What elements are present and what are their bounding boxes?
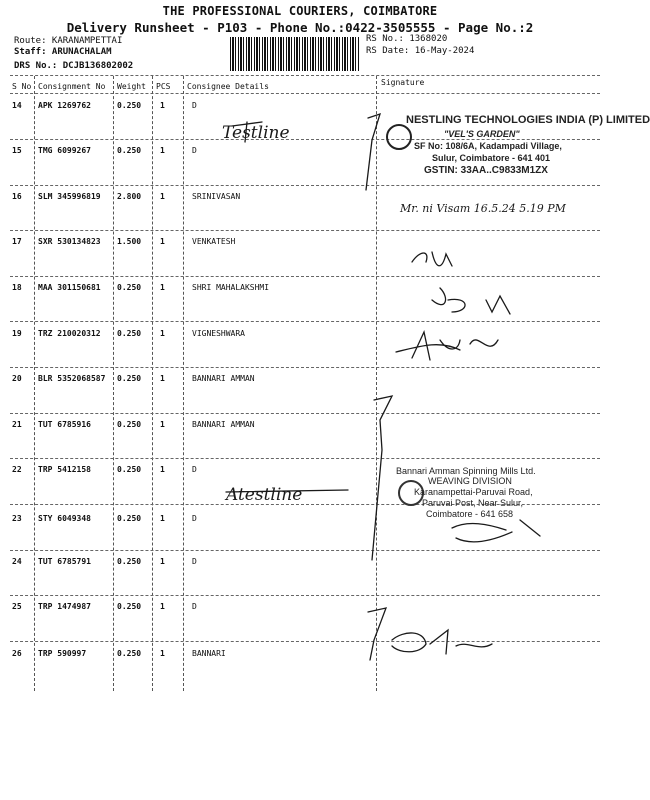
row-consignment-no: TUT 6785916 [38, 420, 91, 429]
company-stamp-bannari [396, 466, 596, 530]
row-consignment-no: TRP 5412158 [38, 465, 91, 474]
row-weight: 0.250 [117, 557, 142, 566]
row-pcs: 1 [160, 602, 165, 611]
row-weight: 2.800 [117, 192, 142, 201]
row-sno: 18 [12, 283, 22, 292]
stamp-line: Paruvai Post, Near Sulur, [422, 498, 524, 508]
row-rule [10, 458, 600, 459]
row-consignment-no: TUT 6785791 [38, 557, 91, 566]
row-rule [10, 321, 600, 322]
row-pcs: 1 [160, 374, 165, 383]
row-weight: 0.250 [117, 514, 142, 523]
row-pcs: 1 [160, 146, 165, 155]
row-consignee: VENKATESH [192, 237, 236, 246]
row-rule [10, 185, 600, 186]
table-row [0, 279, 600, 325]
company-title: THE PROFESSIONAL COURIERS, COIMBATORE [162, 4, 438, 18]
row-consignment-no: SXR 530134823 [38, 237, 101, 246]
table-row [0, 598, 600, 644]
row-weight: 0.250 [117, 101, 142, 110]
row-weight: 0.250 [117, 374, 142, 383]
row-pcs: 1 [160, 514, 165, 523]
row-sno: 19 [12, 329, 22, 338]
row-rule [10, 595, 600, 596]
row-consignee: VIGNESHWARA [192, 329, 245, 338]
row-consignee: D [192, 557, 197, 566]
row-consignment-no: SLM 345996819 [38, 192, 101, 201]
col-header-signature: Signature [381, 78, 425, 87]
stamp-line: SF No: 108/6A, Kadampadi Village, [414, 141, 562, 151]
row-sno: 23 [12, 514, 22, 523]
row-sno: 15 [12, 146, 22, 155]
handwritten-name: Testline [222, 123, 290, 143]
row-sno: 16 [12, 192, 22, 201]
row-sno: 22 [12, 465, 22, 474]
row-consignment-no: BLR 5352068587 [38, 374, 106, 383]
table-row [0, 325, 600, 371]
table-row [0, 233, 600, 279]
row-consignee: SHRI MAHALAKSHMI [192, 283, 270, 292]
company-stamp-nestling [384, 114, 650, 184]
row-pcs: 1 [160, 329, 165, 338]
row-weight: 0.250 [117, 465, 142, 474]
col-header-sno: S No [12, 82, 32, 91]
drs-number: DRS No.: DCJB136802002 [14, 61, 134, 71]
rs-number: RS No.: 1368020 [366, 34, 448, 44]
row-consignment-no: MAA 301150681 [38, 283, 101, 292]
stamp-line: Sulur, Coimbatore - 641 401 [432, 153, 551, 163]
row-consignment-no: APK 1269762 [38, 101, 91, 110]
row-sno: 20 [12, 374, 22, 383]
route-label: Route: KARANAMPETTAI [14, 36, 123, 46]
col-header-pcs: PCS [156, 82, 171, 91]
stamp-logo-icon [386, 124, 412, 150]
row-pcs: 1 [160, 465, 165, 474]
col-header-consignment: Consignment No [38, 82, 106, 91]
rs-date: RS Date: 16-May-2024 [366, 46, 475, 56]
row-weight: 0.250 [117, 649, 142, 658]
table-row [0, 645, 600, 691]
row-consignee: BANNARI AMMAN [192, 420, 255, 429]
row-weight: 0.250 [117, 420, 142, 429]
row-consignee: D [192, 602, 197, 611]
row-consignee: D [192, 101, 197, 110]
row-sno: 21 [12, 420, 22, 429]
handwritten-receipt: Mr. ni Visam 16.5.24 5.19 PM [400, 202, 566, 215]
row-consignment-no: TMG 6099267 [38, 146, 91, 155]
row-sno: 17 [12, 237, 22, 246]
row-pcs: 1 [160, 649, 165, 658]
row-consignee: D [192, 514, 197, 523]
row-rule [10, 550, 600, 551]
table-row [0, 188, 600, 234]
row-consignment-no: TRP 1474987 [38, 602, 91, 611]
table-row [0, 416, 600, 462]
stamp-line: "VEL'S GARDEN" [444, 129, 520, 139]
row-consignee: SRINIVASAN [192, 192, 241, 201]
row-consignment-no: TRP 590997 [38, 649, 87, 658]
row-pcs: 1 [160, 192, 165, 201]
row-sno: 24 [12, 557, 22, 566]
table-top-rule [10, 75, 600, 76]
table-row [0, 553, 600, 599]
header-rule [10, 93, 600, 94]
stamp-line: Karanampettai-Paruvai Road, [414, 487, 533, 497]
col-header-weight: Weight [117, 82, 146, 91]
row-rule [10, 641, 600, 642]
row-consignment-no: STY 6049348 [38, 514, 91, 523]
row-pcs: 1 [160, 557, 165, 566]
table-row [0, 370, 600, 416]
row-pcs: 1 [160, 237, 165, 246]
row-pcs: 1 [160, 101, 165, 110]
row-rule [10, 367, 600, 368]
row-rule [10, 276, 600, 277]
row-consignee: D [192, 465, 197, 474]
row-weight: 0.250 [117, 602, 142, 611]
row-consignee: BANNARI AMMAN [192, 374, 255, 383]
stamp-line: GSTIN: 33AA..C9833M1ZX [424, 165, 548, 176]
stamp-line: Coimbatore - 641 658 [426, 509, 514, 519]
row-consignment-no: TRZ 210020312 [38, 329, 101, 338]
row-sno: 26 [12, 649, 22, 658]
stamp-line: Bannari Amman Spinning Mills Ltd. [396, 466, 536, 476]
stamp-line: NESTLING TECHNOLOGIES INDIA (P) LIMITED [406, 114, 650, 126]
row-consignee: D [192, 146, 197, 155]
col-header-consignee: Consignee Details [187, 82, 269, 91]
row-weight: 0.250 [117, 283, 142, 292]
row-pcs: 1 [160, 283, 165, 292]
row-weight: 0.250 [117, 146, 142, 155]
row-rule [10, 413, 600, 414]
barcode [230, 37, 360, 71]
row-pcs: 1 [160, 420, 165, 429]
row-weight: 1.500 [117, 237, 142, 246]
row-sno: 25 [12, 602, 22, 611]
stamp-line: WEAVING DIVISION [428, 476, 512, 486]
row-sno: 14 [12, 101, 22, 110]
row-rule [10, 230, 600, 231]
handwritten-name: Atestline [226, 485, 303, 505]
staff-label: Staff: ARUNACHALAM [14, 47, 112, 57]
runsheet-subtitle: Delivery Runsheet - P103 - Phone No.:0422-3505555 - Page No.:2 [66, 20, 534, 35]
row-weight: 0.250 [117, 329, 142, 338]
row-consignee: BANNARI [192, 649, 226, 658]
